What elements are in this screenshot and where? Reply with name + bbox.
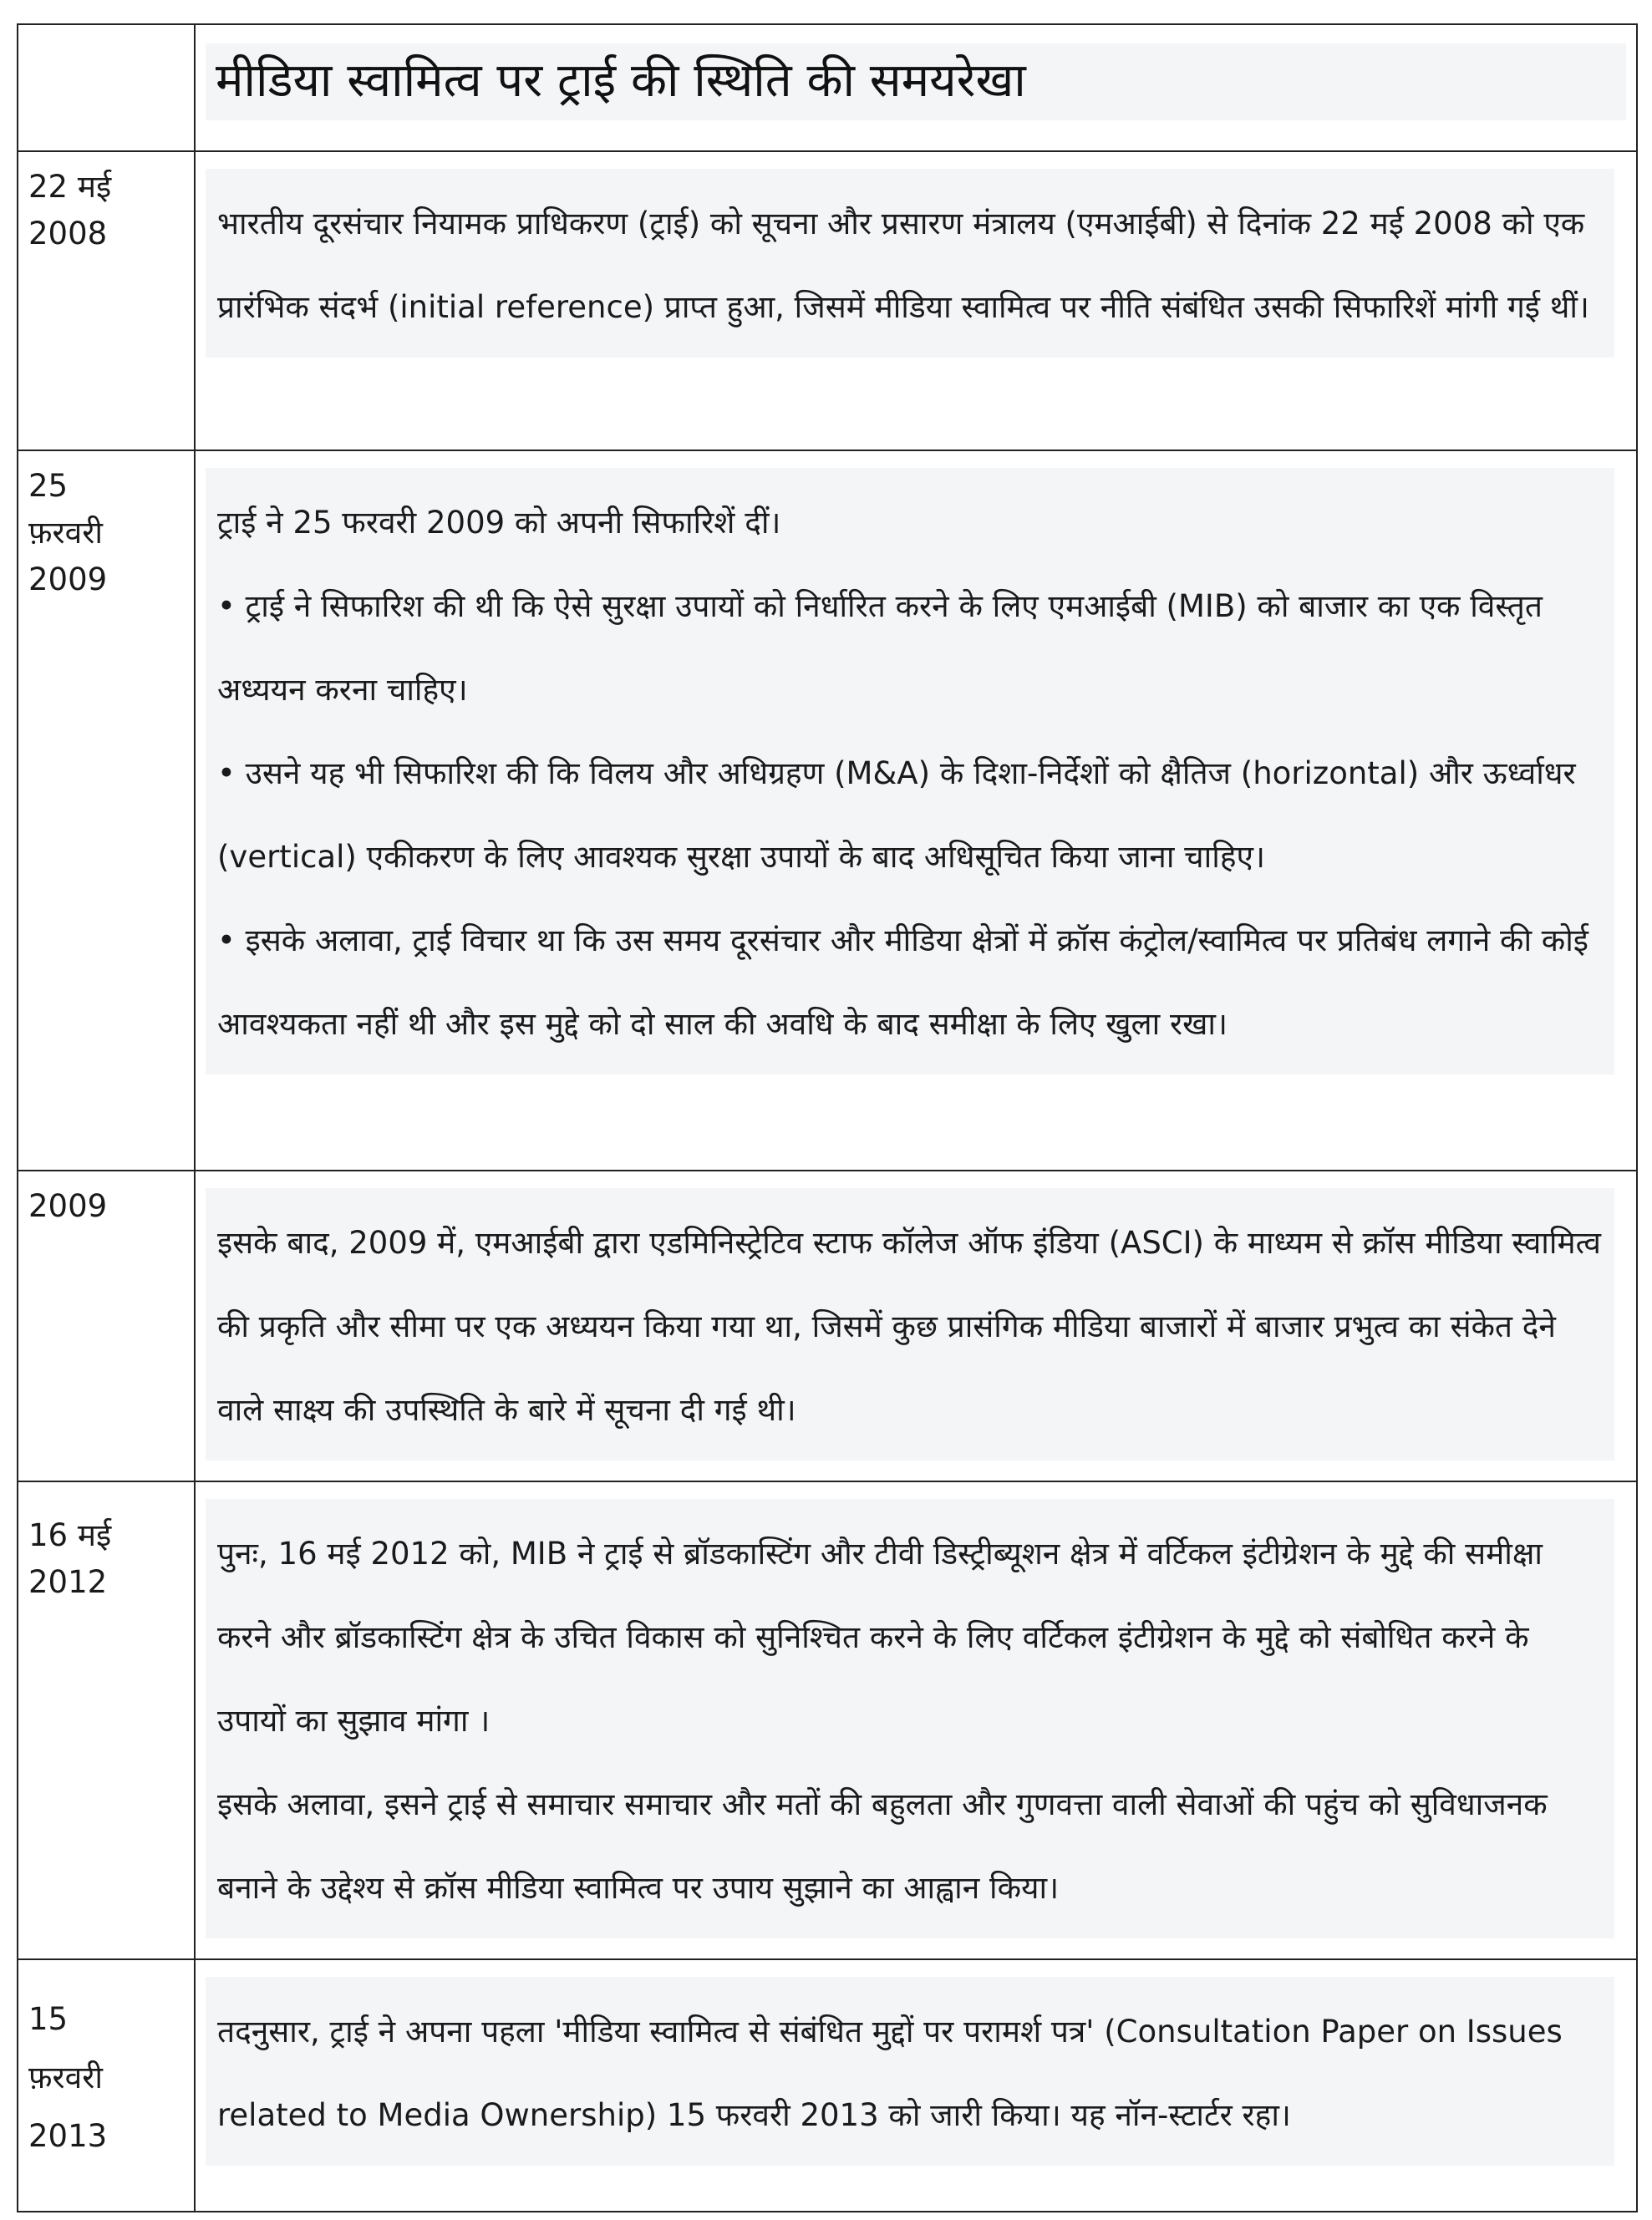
table-row <box>18 1481 1637 1959</box>
text-cell <box>195 1959 1637 2212</box>
table-row <box>18 1959 1637 2212</box>
paragraph: इसके अलावा, इसने ट्राई से समाचार समाचार और मतों की बहुलता और गुणवत्ता वाली सेवाओं की पहुंच को सुविधाजनक बनाने के उद्देश्य से क्रॉस मीडिया स्वामित्व पर उपाय सुझाने का आह्वान किया। <box>217 1786 1548 1906</box>
row-text <box>206 1188 1614 1461</box>
header-title-cell <box>195 24 1637 151</box>
bullet-paragraph: • उसने यह भी सिफारिश की कि विलय और अधिग्रहण (M&A) के दिशा-निर्देशों को क्षैतिज (horizontal) और ऊर्ध्वाधर (vertical) एकीकरण के लिए आवश्यक सुरक्षा उपायों के बाद अधिसूचित किया जाना चाहिए। <box>217 755 1576 875</box>
row-date: 25 फ़रवरी 2009 <box>28 468 108 597</box>
paragraph: भारतीय दूरसंचार नियामक प्राधिकरण (ट्राई) को सूचना और प्रसारण मंत्रालय (एमआईबी) से दिनांक 22 मई 2008 को एक प्रारंभिक संदर्भ (initial reference) प्राप्त हुआ, जिसमें मीडिया स्वामित्व पर नीति संबंधित उसकी सिफारिशें मांगी गई थीं। <box>217 206 1589 325</box>
timeline-table <box>17 23 1638 2212</box>
date-cell <box>18 151 195 450</box>
row-date: 22 मई 2008 <box>28 169 112 251</box>
row-date: 15 फ़रवरी 2013 <box>28 2001 108 2154</box>
row-date: 2009 <box>28 1188 108 1224</box>
paragraph: पुनः, 16 मई 2012 को, MIB ने ट्राई से ब्रॉडकास्टिंग और टीवी डिस्ट्रीब्यूशन क्षेत्र में वर्टिकल इंटीग्रेशन के मुद्दे की समीक्षा करने और ब्रॉडकास्टिंग क्षेत्र के उचित विकास को सुनिश्चित करने के लिए वर्टिकल इंटीग्रेशन के मुद्दे को संबोधित करने के उपायों का सुझाव मांगा । <box>217 1536 1543 1739</box>
header-date-cell <box>18 24 195 151</box>
header-row <box>18 24 1637 151</box>
paragraph: ट्राई ने 25 फरवरी 2009 को अपनी सिफारिशें दीं। <box>217 505 781 541</box>
table-row <box>18 450 1637 1171</box>
text-cell <box>195 1171 1637 1481</box>
date-cell <box>18 1959 195 2212</box>
paragraph: इसके बाद, 2009 में, एमआईबी द्वारा एडमिनिस्ट्रेटिव स्टाफ कॉलेज ऑफ इंडिया (ASCI) के माध्यम से क्रॉस मीडिया स्वामित्व की प्रकृति और सीमा पर एक अध्ययन किया गया था, जिसमें कुछ प्रासंगिक मीडिया बाजारों में बाजार प्रभुत्व का संकेत देने वाले साक्ष्य की उपस्थिति के बारे में सूचना दी गई थी। <box>217 1225 1601 1428</box>
page-title: मीडिया स्वामित्व पर ट्राई की स्थिति की समयरेखा <box>206 43 1626 120</box>
row-text <box>206 1499 1614 1938</box>
row-text <box>206 468 1614 1074</box>
row-text <box>206 169 1614 358</box>
bullet-paragraph: • इसके अलावा, ट्राई विचार था कि उस समय दूरसंचार और मीडिया क्षेत्रों में क्रॉस कंट्रोल/स्वामित्व पर प्रतिबंध लगाने की कोई आवश्यकता नहीं थी और इस मुद्दे को दो साल की अवधि के बाद समीक्षा के लिए खुला रखा। <box>217 922 1588 1042</box>
date-cell <box>18 450 195 1171</box>
table-row <box>18 1171 1637 1481</box>
text-cell <box>195 1481 1637 1959</box>
row-text <box>206 1977 1614 2166</box>
text-cell <box>195 151 1637 450</box>
date-cell <box>18 1171 195 1481</box>
table-row <box>18 151 1637 450</box>
bullet-paragraph: • ट्राई ने सिफारिश की थी कि ऐसे सुरक्षा उपायों को निर्धारित करने के लिए एमआईबी (MIB) को बाजार का एक विस्तृत अध्ययन करना चाहिए। <box>217 588 1543 708</box>
date-cell <box>18 1481 195 1959</box>
paragraph: तदनुसार, ट्राई ने अपना पहला 'मीडिया स्वामित्व से संबंधित मुद्दों पर परामर्श पत्र' (Consultation Paper on Issues related to Media Ownership) 15 फरवरी 2013 को जारी किया। यह नॉन-स्टार्टर रहा। <box>217 2014 1563 2133</box>
row-date: 16 मई 2012 <box>28 1517 112 1600</box>
text-cell <box>195 450 1637 1171</box>
